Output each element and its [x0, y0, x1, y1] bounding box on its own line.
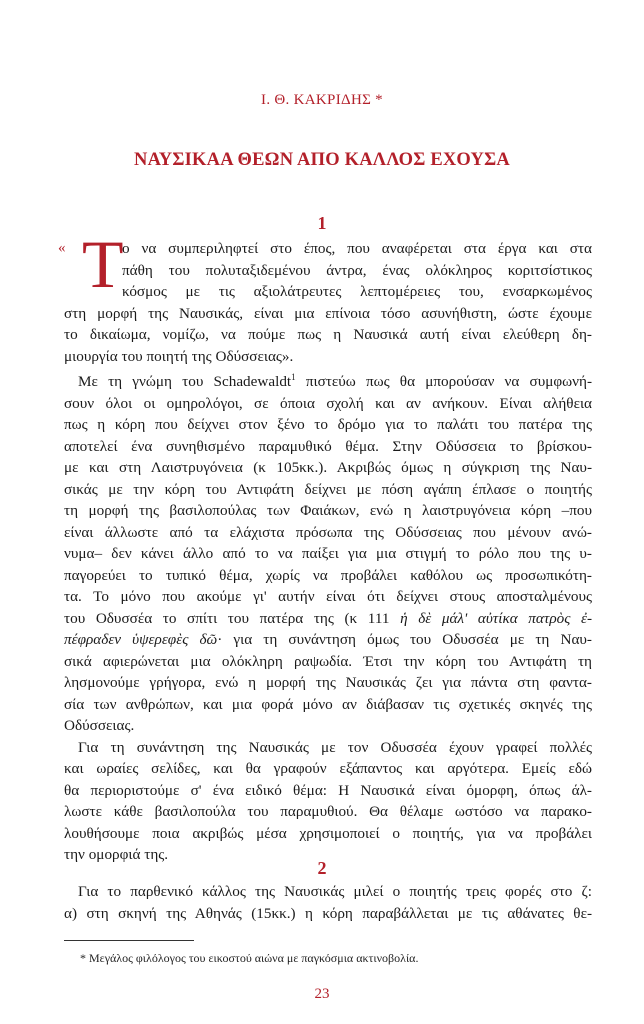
- drop-cap-letter: Τ: [82, 226, 124, 302]
- text-line: σικά αφιερώνεται μια ολόκληρη ραψωδία. Έτσι την κόρη του Αντιφάτη τη: [64, 652, 592, 670]
- text-line: παγορεύει το τυπικό θέμα, χωρίς να προβάλει καθόλου ως προσωπικότη-: [64, 566, 592, 584]
- chapter-title: ΝΑΥΣΙΚΑΑ ΘΕΩΝ ΑΠΟ ΚΑΛΛΟΣ ΕΧΟΥΣΑ: [134, 150, 510, 170]
- homeric-quote: πέφραδεν ὑψερεφὲς δῶ: [64, 631, 218, 649]
- text-line: μιουργία του ποιητή της Οδύσσειας».: [64, 347, 294, 365]
- text-line: τη μορφή της βασιλοπούλας των Φαιάκων, ενώ η λαιστρυγόνεια κόρη –που: [64, 502, 592, 520]
- footnote-divider: [64, 940, 194, 941]
- text-line: Για το παρθενικό κάλλος της Ναυσικάς μιλεί ο ποιητής τρεις φορές στο ζ:: [78, 883, 592, 900]
- text-line: [64, 367, 592, 393]
- text-line: α) στη σκηνή της Αθηνάς (15κκ.) η κόρη παραβάλλεται με τις αθάνατες θε-: [64, 904, 592, 922]
- text-line: θα περιοριστούμε σ' ένα ειδικό θέμα: Η Ναυσικά είναι όμορφη, όπως άλ-: [64, 781, 592, 799]
- text-line: το δικαίωμα, νομίζω, να πούμε πως η Ναυσικά αυτή είναι ελεύθερη δη-: [64, 326, 592, 343]
- text-line: σία των ανθρώπων, και μια φορά μόνο αν διάβασαν τις σχετικές σκηνές της: [64, 695, 592, 713]
- section-number-1: 1: [317, 213, 327, 233]
- text-fragment: Με τη γνώμη του Schadewaldt: [78, 373, 292, 391]
- text-line: αποτελεί ένα συνηθισμένο παραμυθικό θέμα. Στην Οδύσσεια το βρίσκου-: [64, 437, 592, 455]
- author-name: Ι. Θ. ΚΑΚΡΙΔΗΣ *: [261, 92, 383, 108]
- text-line: τα. Το μόνο που ακούμε γι' αυτήν είναι ότι δείχνει στους αποσταλμένους: [64, 588, 592, 606]
- section-2-text: [64, 881, 592, 924]
- footnote-marker: 1: [291, 372, 296, 382]
- text-line: κόσμος με τις αξιολάτρευτες λεπτομέρειες του, ενσαρκωμένος: [122, 283, 592, 300]
- text-line: λωστε κάθε βασιλοπούλα του παραμυθιού. Θα θέλαμε ωστόσο να παρακο-: [64, 803, 592, 821]
- text-line: πάθη του πολυταξιδεμένου άντρα, ένας ολόκληρος κοριτσίστικος: [122, 261, 592, 279]
- text-line: [64, 629, 592, 651]
- text-line: ο να συμπεριληφτεί στο έπος, που αναφέρεται στα έργα και στα: [122, 240, 592, 257]
- text-line: με και στη Λαιστρυγόνεια (κ 105κκ.). Ακριβώς όμως η σύγκριση της Ναυ-: [64, 459, 592, 477]
- footnote: * Μεγάλος φιλόλογος του εικοστού αιώνα με παγκόσμια ακτινοβολία.: [80, 951, 419, 965]
- text-fragment: πιστεύω πως θα μπορούσαν να συμφωνή-: [295, 373, 592, 391]
- text-line: την ομορφιά της.: [64, 846, 169, 864]
- text-line: στη μορφή της Ναυσικάς, είναι μια επίνοια τόσο ασυνήθιστη, ώστε έχουμε: [64, 304, 592, 322]
- text-line: σουν όλοι οι ομηρολόγοι, σε όποια σχολή και αν ανήκουν. Είναι αλήθεια: [64, 394, 592, 412]
- homeric-quote: ἡ δὲ μάλ' αὐτίκα πατρὸς ἐ-: [400, 609, 593, 627]
- text-line: [64, 608, 592, 630]
- text-line: λησμονούμε γρήγορα, ενώ η μορφή της Ναυσικάς ζει για πάντα στη φαντα-: [64, 674, 592, 692]
- text-fragment: · για τη συνάντηση όμως του Οδυσσέα με τη Ναυ-: [217, 631, 592, 649]
- text-line: πως η κόρη που δείχνει στον ξένο το δρόμο για το παλάτι του πατέρα της: [64, 416, 592, 434]
- text-line: και ωραίες σελίδες, και θα γραφούν εξάπαντος και αργότερα. Εμείς εδώ: [64, 760, 592, 778]
- text-line: νυμα– δεν κάνει άλλο από το να παίξει για μια στιγμή το ρόλο που της υ-: [64, 545, 592, 563]
- text-line: Οδύσσειας.: [64, 717, 135, 735]
- page-number: 23: [314, 986, 330, 1002]
- text-fragment: του Οδυσσέα το σπίτι του πατέρα της (κ 111: [64, 609, 390, 627]
- text-line: λουθήσουμε ποια ακριβώς μέσα χρησιμοποιεί ο ποιητής, για να προβάλει: [64, 824, 592, 842]
- section-1-text: [58, 226, 593, 866]
- opening-quote-mark: «: [58, 240, 66, 256]
- text-line: είναι άλλωστε από τα ελάχιστα πρόσωπα της Οδύσσειας που μένουν ανώ-: [64, 523, 592, 541]
- text-line: σικάς με την κόρη του Αντιφάτη δείχνει με πόση αγάπη έπλασε ο ποιητής: [64, 480, 592, 498]
- section-number-2: 2: [317, 858, 327, 878]
- text-line: Για τη συνάντηση της Ναυσικάς με τον Οδυσσέα έχουν γραφεί πολλές: [78, 738, 592, 756]
